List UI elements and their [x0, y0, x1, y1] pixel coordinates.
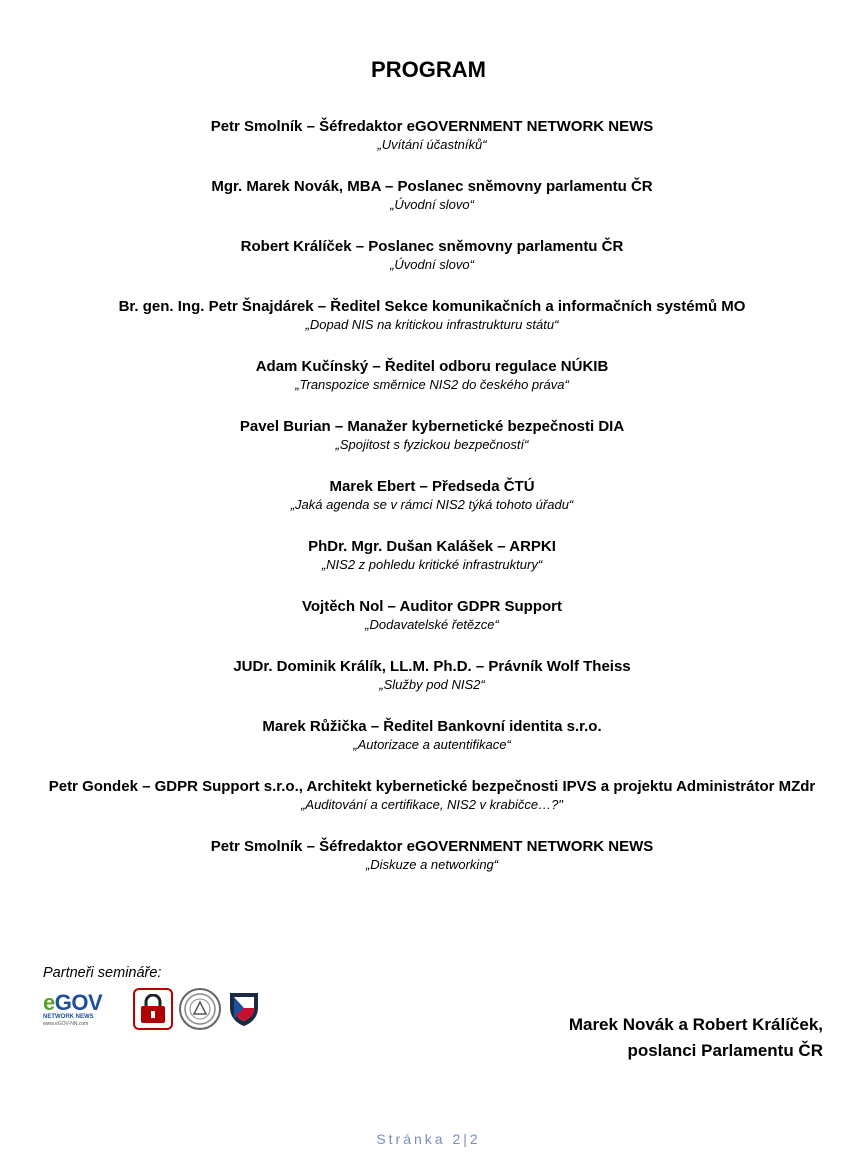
program-item	[40, 117, 824, 154]
seal-icon	[183, 992, 217, 1026]
program-item	[40, 177, 824, 214]
arpki-seal-logo	[179, 988, 221, 1030]
talk-title: „Transpozice směrnice NIS2 do českého práva“	[295, 377, 569, 392]
signature-line-2: poslanci Parlamentu ČR	[627, 1041, 823, 1060]
signature	[569, 1012, 823, 1064]
egov-logo: eGOV NETWORK NEWS www.eGOV-NN.com	[43, 989, 103, 1027]
program-item	[40, 357, 824, 394]
talk-title: „Autorizace a autentifikace“	[353, 737, 511, 752]
talk-title: „Jaká agenda se v rámci NIS2 týká tohoto úřadu“	[290, 497, 574, 512]
program-item	[40, 657, 824, 694]
speaker-name: Br. gen. Ing. Petr Šnajdárek – Ředitel Sekce komunikačních a informačních systémů MO	[118, 298, 746, 315]
talk-title: „Služby pod NIS2“	[379, 677, 485, 692]
talk-title: „Spojitost s fyzickou bezpečností“	[335, 437, 529, 452]
speaker-name: Pavel Burian – Manažer kybernetické bezpečnosti DIA	[239, 418, 625, 435]
partner-logos	[43, 988, 261, 1030]
program-item	[40, 537, 824, 574]
talk-title: „Uvítání účastníků“	[377, 137, 487, 152]
signature-line-1: Marek Novák a Robert Králíček,	[568, 1015, 823, 1034]
talk-title: „Dopad NIS na kritickou infrastrukturu státu“	[305, 317, 559, 332]
speaker-name: Petr Smolník – Šéfredaktor eGOVERNMENT NETWORK NEWS	[210, 838, 654, 855]
speaker-name: Robert Králíček – Poslanec sněmovny parlamentu ČR	[240, 238, 624, 255]
program-item	[40, 837, 824, 874]
talk-title: „Úvodní slovo“	[390, 257, 474, 272]
talk-title: „Auditování a certifikace, NIS2 v krabičce…?"	[301, 797, 563, 812]
speaker-name: Adam Kučínský – Ředitel odboru regulace NÚKIB	[255, 358, 609, 375]
talk-title: „NIS2 z pohledu kritické infrastruktury“	[321, 557, 543, 572]
talk-title: „Úvodní slovo“	[390, 197, 474, 212]
program-item	[40, 417, 824, 454]
talk-title: „Diskuze a networking“	[365, 857, 499, 872]
program-item	[40, 717, 824, 754]
speaker-name: Petr Gondek – GDPR Support s.r.o., Architekt kybernetické bezpečnosti IPVS a projektu Administrátor MZdr	[48, 778, 816, 795]
program-list	[40, 117, 824, 897]
page-number: Stránka 2|2	[376, 1131, 481, 1147]
speaker-name: Mgr. Marek Novák, MBA – Poslanec sněmovny parlamentu ČR	[211, 178, 653, 195]
program-item	[40, 777, 824, 814]
talk-title: „Dodavatelské řetězce“	[365, 617, 499, 632]
speaker-name: Marek Růžička – Ředitel Bankovní identita s.r.o.	[262, 718, 602, 735]
speaker-name: PhDr. Mgr. Dušan Kalášek – ARPKI	[308, 538, 556, 555]
speaker-name: Marek Ebert – Předseda ČTÚ	[329, 478, 535, 495]
shield-icon	[228, 990, 260, 1028]
program-item	[40, 297, 824, 334]
program-item	[40, 477, 824, 514]
speaker-name: Petr Smolník – Šéfredaktor eGOVERNMENT NETWORK NEWS	[210, 118, 654, 135]
czech-shield-logo	[227, 988, 261, 1030]
partners-label: Partneři semináře:	[43, 965, 162, 981]
speaker-name: Vojtěch Nol – Auditor GDPR Support	[302, 598, 562, 615]
lock-logo	[133, 988, 173, 1030]
page-title: PROGRAM	[371, 57, 486, 82]
lock-icon	[140, 994, 166, 1024]
speaker-name: JUDr. Dominik Králík, LL.M. Ph.D. – Právník Wolf Theiss	[233, 658, 631, 675]
program-item	[40, 597, 824, 634]
program-item	[40, 237, 824, 274]
